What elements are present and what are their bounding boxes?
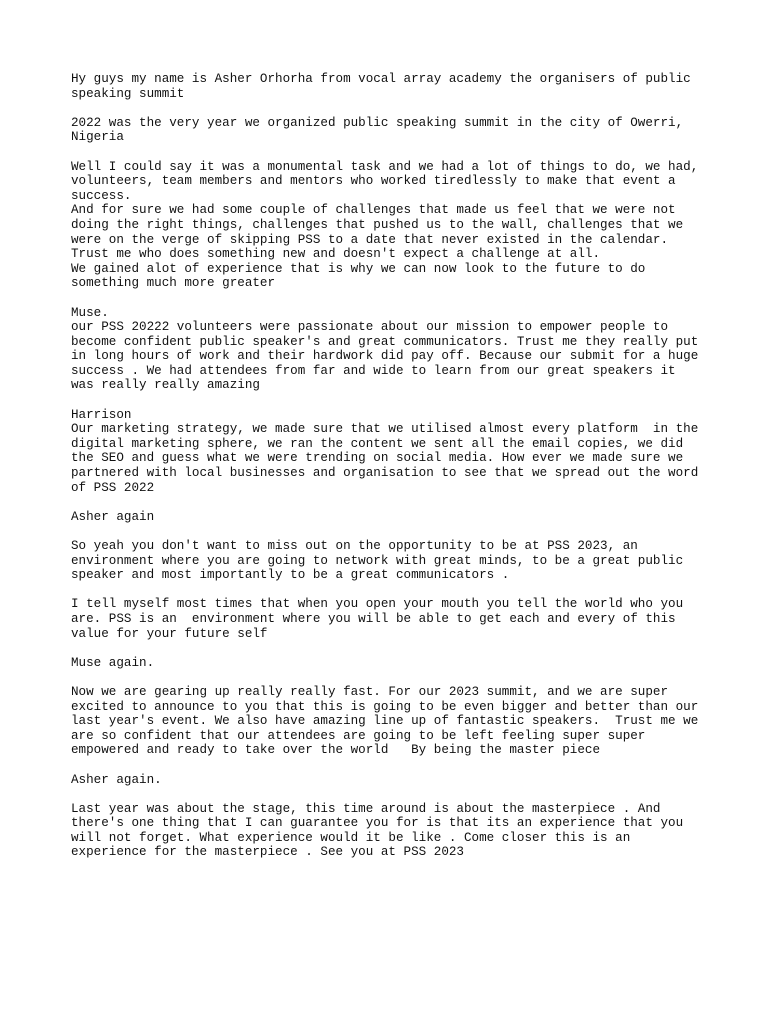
paragraph-muse-again-heading: Muse again. <box>71 655 155 670</box>
paragraph-asher-again-heading: Asher again <box>71 509 155 524</box>
paragraph-asher-again-heading-2: Asher again. <box>71 772 162 787</box>
paragraph-muse: Muse. our PSS 20222 volunteers were passionate about our mission to empower people to become confident public speaker's and great communicators. Trust me they really put in long hours of work and their hardwork did pay off. Because our submit for a huge success . We had attendees from far and wide to learn from our great speakers it was really really amazing <box>71 305 699 393</box>
document-body <box>71 72 706 875</box>
paragraph-pss-2023-opportunity: So yeah you don't want to miss out on the opportunity to be at PSS 2023, an environment where you are going to network with great minds, to be a great public speaker and most importantly to be a great communicators . <box>71 539 691 583</box>
paragraph-2022-summit: 2022 was the very year we organized public speaking summit in the city of Owerri, Nigeria <box>71 115 691 145</box>
paragraph-intro: Hy guys my name is Asher Orhorha from vocal array academy the organisers of public speaking summit <box>71 72 699 101</box>
paragraph-harrison: Harrison Our marketing strategy, we made sure that we utilised almost every platform in the digital marketing sphere, we ran the content we sent all the email copies, we did the SEO and guess what we were trending on social media. How ever we made sure we partnered with local businesses and organisation to see that we spread out the word of PSS 2022 <box>71 407 699 495</box>
paragraph-gearing-up: Now we are gearing up really really fast. For our 2023 summit, and we are super excited to announce to you that this is going to be even bigger and better than our last year's event. We also have amazing line up of fantastic speakers. Trust me we are so confident that our attendees are going to be left feeling super super empowered and ready to take over the world By being the master piece <box>71 684 706 758</box>
paragraph-open-your-mouth: I tell myself most times that when you open your mouth you tell the world who you are. PSS is an environment where you will be able to get each and every of this value for your future self <box>71 597 691 641</box>
paragraph-masterpiece: Last year was about the stage, this time around is about the masterpiece . And there's one thing that I can guarantee you for is that its an experience that you will not forget. What experience would it be like . Come closer this is an experience for the masterpiece . See you at PSS 2023 <box>71 801 691 860</box>
paragraph-challenges: Well I could say it was a monumental task and we had a lot of things to do, we had, volunteers, team members and mentors who worked tiredlessly to make that event a success. And for sure we had some couple of challenges that made us feel that we were not doing the right things, challenges that pushed us to the wall, challenges that we were on the verge of skipping PSS to a date that never existed in the calendar. Trust me who does something new and doesn't expect a challenge at all. We gained alot of experience that is why we can now look to the future to do something much more greater <box>71 159 699 291</box>
